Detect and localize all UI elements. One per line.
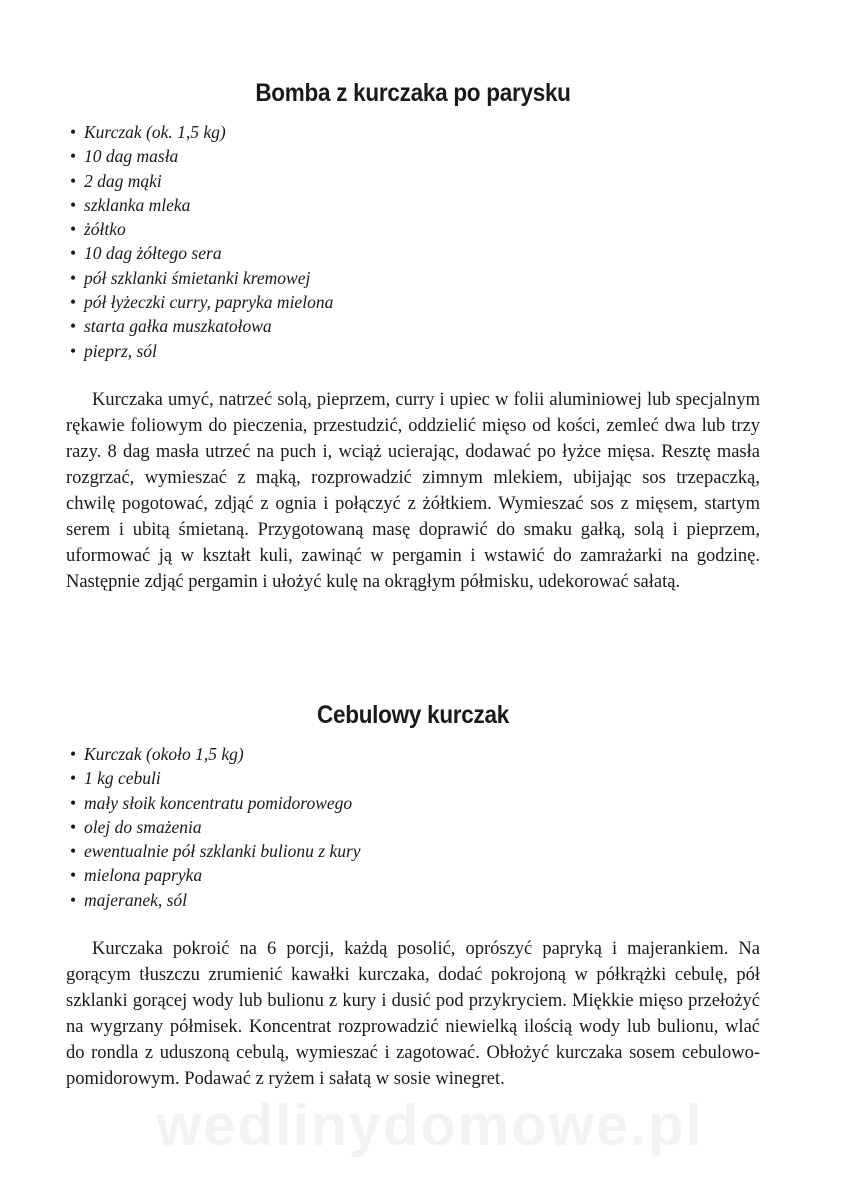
ingredient-item (70, 742, 760, 766)
bullet-icon: • (70, 792, 77, 813)
ingredient-item (70, 241, 760, 265)
ingredient-item (70, 217, 760, 241)
bullet-icon: • (70, 340, 77, 361)
bullet-icon: • (70, 768, 77, 789)
ingredients-list (66, 120, 760, 363)
ingredient-item (70, 839, 760, 863)
ingredient-text: majeranek, sól (84, 889, 188, 910)
bullet-icon: • (70, 219, 77, 240)
bullet-icon: • (70, 841, 77, 862)
ingredient-text: 10 dag masła (84, 146, 179, 167)
ingredient-text: starta gałka muszkatołowa (84, 316, 272, 337)
bullet-icon: • (70, 292, 77, 313)
ingredient-text: pieprz, sól (84, 340, 157, 361)
bullet-icon: • (70, 316, 77, 337)
bullet-icon: • (70, 170, 77, 191)
bullet-icon: • (70, 194, 77, 215)
bullet-icon: • (70, 744, 77, 764)
ingredient-item (70, 339, 760, 363)
ingredient-text: pół łyżeczki curry, papryka mielona (84, 292, 334, 313)
ingredient-item (70, 314, 760, 338)
ingredients-list (66, 742, 760, 912)
bullet-icon: • (70, 816, 77, 837)
ingredient-item (70, 290, 760, 314)
bullet-icon: • (70, 122, 77, 142)
recipe-bomba-z-kurczaka (66, 78, 760, 595)
ingredient-item (70, 266, 760, 290)
ingredient-item (70, 193, 760, 217)
watermark: wedlinydomowe.pl (156, 1093, 704, 1158)
ingredient-text: 2 dag mąki (84, 170, 162, 191)
ingredient-item (70, 888, 760, 912)
ingredient-text: ewentualnie pół szklanki bulionu z kury (84, 841, 361, 862)
bullet-icon: • (70, 146, 77, 167)
ingredient-text: szklanka mleka (84, 194, 191, 215)
ingredient-text: żółtko (84, 219, 126, 240)
ingredient-text: Kurczak (około 1,5 kg) (84, 744, 244, 764)
recipe-cebulowy-kurczak (66, 700, 760, 1092)
ingredient-item (70, 169, 760, 193)
bullet-icon: • (70, 889, 77, 910)
recipe-title: Cebulowy kurczak (316, 701, 509, 729)
ingredient-item (70, 815, 760, 839)
recipe-instructions: Kurczaka umyć, natrzeć solą, pieprzem, curry i upiec w folii aluminiowej lub specjalnym rękawie foliowym do pieczenia, przestudzić, oddzielić mięso od kości, zemleć dwa lub trzy razy. 8 dag masła utrzeć na puch i, wciąż ucierając, dodawać po łyżce mięsa. Resztę masła rozgrzać, wymieszać z mąką, rozprowadzić zimnym mlekiem, ubijając sos trzepaczką, chwilę pogotować, zdjąć z ognia i połączyć z żółtkiem. Wymieszać sos z mięsem, startym serem i ubitą śmietaną. Przygotowaną masę doprawić do smaku gałką, solą i pieprzem, uformować ją w kształt kuli, zawinąć w pergamin i wstawić do zamrażarki na godzinę. Następnie zdjąć pergamin i ułożyć kulę na okrągłym półmisku, udekorować sałatą. (66, 389, 760, 592)
recipe-title: Bomba z kurczaka po parysku (255, 79, 571, 107)
ingredient-text: olej do smażenia (84, 816, 202, 837)
bullet-icon: • (70, 865, 77, 886)
ingredient-text: pół szklanki śmietanki kremowej (84, 267, 311, 288)
ingredient-item (70, 766, 760, 790)
ingredient-item (70, 863, 760, 887)
ingredient-text: 10 dag żółtego sera (84, 243, 222, 264)
ingredient-text: mały słoik koncentratu pomidorowego (84, 792, 353, 813)
ingredient-item (70, 144, 760, 168)
ingredient-item (70, 120, 760, 144)
ingredient-item (70, 791, 760, 815)
bullet-icon: • (70, 267, 77, 288)
ingredient-text: mielona papryka (84, 865, 203, 886)
recipe-instructions: Kurczaka pokroić na 6 porcji, każdą posolić, oprószyć papryką i majerankiem. Na gorącym tłuszczu zrumienić kawałki kurczaka, dodać pokrojoną w półkrążki cebulę, pół szklanki gorącej wody lub bulionu z kury i dusić pod przykryciem. Miękkie mięso przełożyć na wygrzany półmisek. Koncentrat rozprowadzić niewielką ilością wody lub bulionu, wlać do rondla z uduszoną cebulą, wymieszać i zagotować. Obłożyć kurczaka sosem cebulowo-pomidorowym. Podawać z ryżem i sałatą w sosie winegret. (66, 939, 760, 1090)
ingredient-text: Kurczak (ok. 1,5 kg) (84, 122, 226, 142)
bullet-icon: • (70, 243, 77, 264)
ingredient-text: 1 kg cebuli (84, 768, 161, 789)
